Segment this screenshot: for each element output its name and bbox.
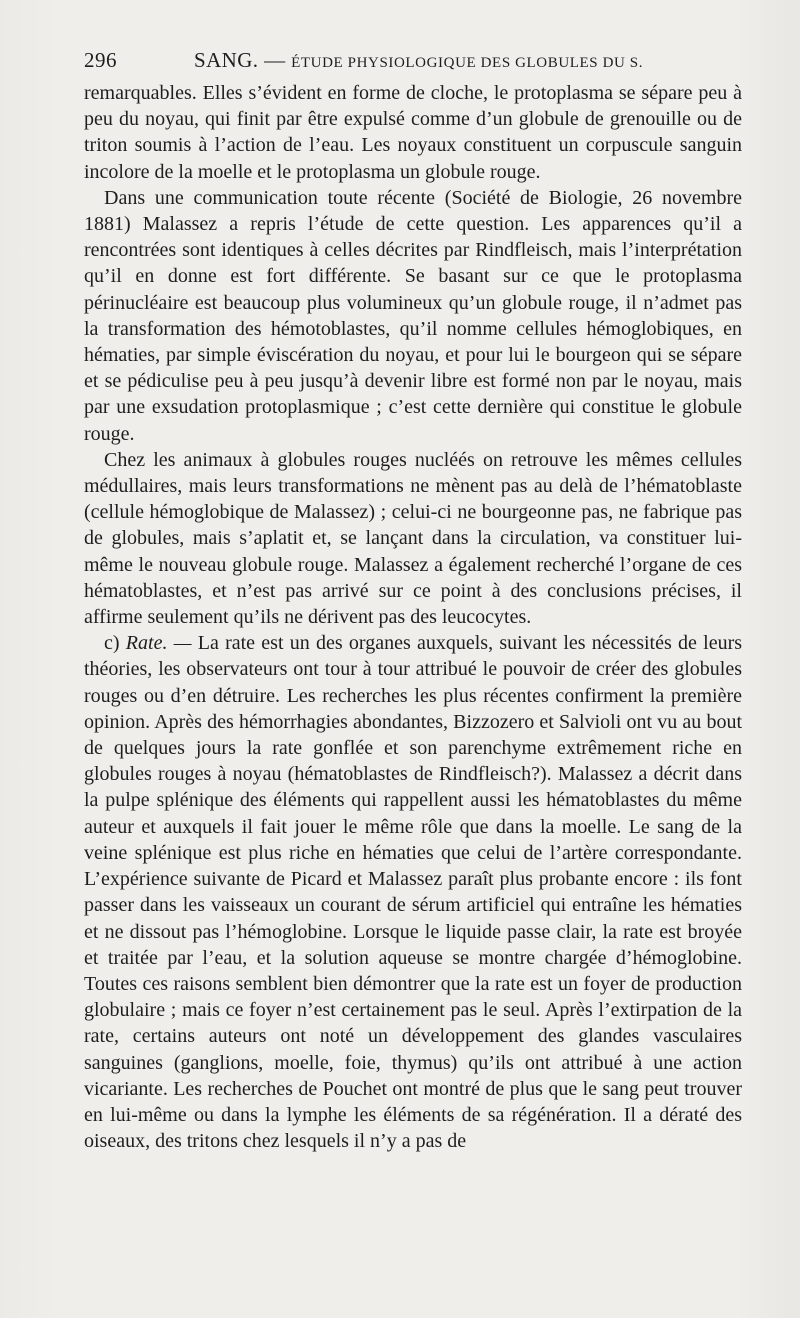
running-head-sub: ÉTUDE PHYSIOLOGIQUE DES GLOBULES DU S. bbox=[291, 55, 644, 71]
section-title: Rate. — bbox=[125, 632, 192, 655]
page-header bbox=[84, 48, 744, 76]
running-head-main: SANG. — bbox=[194, 48, 286, 72]
paragraph-3: Chez les animaux à globules rouges nucléés on retrouve les mêmes cellules médullaires, mais leurs transformations ne mènent pas au delà de l’hématoblaste (cellule hémoglobique de Malassez) ; celui-ci ne bourgeonne pas, ne fabrique pas de globules, mais s’aplatit et, se lançant dans la circulation, va constituer lui-même le nouveau globule rouge. Malassez a également recherché l’organe de ces hématoblastes, et n’est pas arrivé sur ce point à des conclusions précises, il affirme seulement qu’ils ne dérivent pas des leucocytes. bbox=[84, 448, 742, 629]
section-marker: c) bbox=[104, 632, 120, 655]
body-text bbox=[84, 80, 742, 1154]
running-head bbox=[194, 48, 643, 73]
paragraph-1: remarquables. Elles s’évident en forme de cloche, le protoplasma se sépare peu à peu du noyau, qui finit par être expulsé comme d’un globule de grenouille ou de triton soumis à l’action de l’eau. Les noyaux constituent un corpuscule sanguin incolore de la moelle et le protoplasma un globule rouge. bbox=[84, 82, 742, 183]
paragraph-4-text: La rate est un des organes auxquels, suivant les nécessités de leurs théories, les observateurs ont tour à tour attribué le pouvoir de créer des globules rouges ou d’en détruire. Les recherches les plus récentes confirment la première opinion. Après des hémorrhagies abondantes, Bizzozero et Salvioli ont vu au bout de quelques jours la rate gonflée et son parenchyme extrêmement riche en globules rouges à noyau (hématoblastes de Rindfleisch?). Malassez a décrit dans la pulpe splénique des éléments qui rappellent aussi les hématoblastes du même auteur et auxquels il fait jouer le même rôle que dans la moelle. Le sang de la veine splénique est plus riche en hématies que celui de l’artère correspondante. L’expérience suivante de Picard et Malassez paraît plus probante encore : ils font passer dans les vaisseaux un courant de sérum artificiel qui entraîne les hématies et ne dissout pas l’hémoglobine. Lorsque le liquide passe clair, la rate est broyée et traitée par l’eau, et la solution aqueuse se montre chargée d’hémoglobine. Toutes ces raisons semblent bien démontrer que la rate est un foyer de production globulaire ; mais ce foyer n’est certainement pas le seul. Après l’extirpation de la rate, certains auteurs ont noté un développement des glandes vasculaires sanguines (ganglions, moelle, foie, thymus) qu’ils ont attribué à une action vicariante. Les recherches de Pouchet ont montré de plus que le sang peut trouver en lui-même ou dans la lymphe les éléments de sa régénération. Il a dératé des oiseaux, des tritons chez lesquels il n’y a pas de bbox=[84, 632, 743, 1153]
page-number: 296 bbox=[84, 48, 117, 72]
paragraph-2: Dans une communication toute récente (Société de Biologie, 26 novembre 1881) Malassez a repris l’étude de cette question. Les apparences qu’il a rencontrées sont identiques à celles décrites par Rindfleisch, mais l’interprétation qu’il en donne est fort différente. Se basant sur ce que le protoplasma périnucléaire est beaucoup plus volumineux qu’un globule rouge, il n’admet pas la transformation des hémotoblastes, qu’il nomme cellules hémoglobiques, en hématies, par simple éviscération du noyau, et pour lui le bourgeon qui se sépare et se pédiculise peu à peu jusqu’à devenir libre est formé non par le noyau, mais par une exsudation protoplasmique ; c’est cette dernière qui constitue le globule rouge. bbox=[84, 186, 742, 445]
paragraph-4 bbox=[84, 630, 742, 1154]
